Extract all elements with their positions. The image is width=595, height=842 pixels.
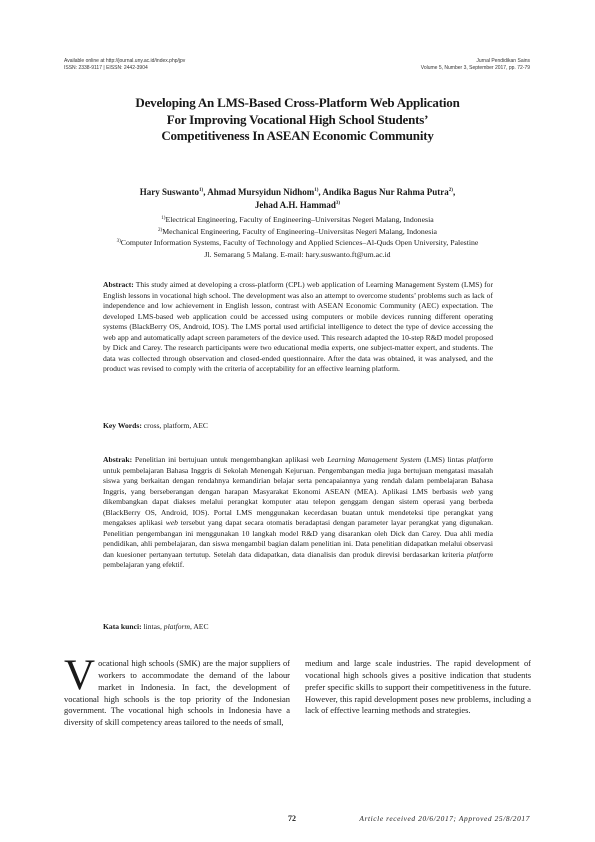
title-line-1: Developing An LMS-Based Cross-Platform Web Application <box>135 95 460 110</box>
affiliation-3 <box>60 237 535 249</box>
keywords-label: Key Words: <box>103 421 142 430</box>
journal-issn: ISSN: 2338-9117 | EISSN: 2442-3904 <box>64 64 148 71</box>
author-3-tail: , <box>452 187 456 197</box>
journal-header-right <box>421 58 530 71</box>
author-4-sup: 3) <box>335 200 341 206</box>
affiliation-2-text: Mechanical Engineering, Faculty of Engineering–Universitas Negeri Malang, Indonesia <box>162 226 437 236</box>
author-1: Hary Suswanto <box>139 187 200 197</box>
abstrak-italic-5: platform <box>466 549 493 559</box>
keywords-indonesian <box>103 622 493 633</box>
abstrak-italic-1: Learning Management System <box>327 455 422 464</box>
affiliation-3-sup: 3) <box>116 239 121 245</box>
abstrak-italic-4: web <box>165 518 178 528</box>
abstrak-text-5: tersebut yang dapat secara otomatis beradaptasi dengan parameter layar perangkat yang digunakan. Penelitian pengembangan ini menggunakan 10 langkah model R&D yang disarankan oleh Dick dan Carey. Dua ahli media pendidikan, ahli pembelajaran, dan siswa mengambil bagian dalam penelitian ini. Data penelitian didapatkan melalui observasi dan kuesioner pertanyaan tertutup. Setelah data didapatkan, data dianalisis dan produk direvisi berdasarkan kriteria <box>103 518 493 559</box>
affiliation-1-text: Electrical Engineering, Faculty of Engineering–Universitas Negeri Malang, Indonesia <box>165 215 434 224</box>
title-line-3: Competitiveness In ASEAN Economic Community <box>161 128 434 143</box>
affiliation-1-sup: 1) <box>161 216 166 221</box>
address-email: Jl. Semarang 5 Malang. E-mail: hary.suswanto.ft@um.ac.id <box>204 249 391 259</box>
abstrak-text-3: untuk pembelajaran Bahasa Inggris di Sekolah Menengah Kejuruan. Pengembangan media juga bertujuan mengatasi masalah siswa yang berkaitan dengan rendahnya kemandirian belajar serta pencapaiannya yang rendah dalam pembelajaran Bahasa Inggris, yang berseberangan dengan harapan Masyarakat Ekonomi ASEAN (MEA). Aplikasi LMS berbasis <box>103 465 493 496</box>
keywords-text: cross, platform, AEC <box>141 421 208 430</box>
abstrak-italic-2: platform <box>466 455 493 464</box>
author-1-sup: 1) <box>199 188 204 193</box>
journal-volume: Volume 5, Number 3, September 2017, pp. 72-79 <box>420 64 530 71</box>
affiliation-1 <box>60 214 535 226</box>
kata-kunci-italic: platform <box>163 622 190 631</box>
abstract-text: This study aimed at developing a cross-platform (CPL) web application of Learning Management System (LMS) for English lessons in vocational high school. The development was also an attempt to overcome students’ problems such as lack of independence and low achievement in English lesson, contrast with ASEAN Economic Community (AEC) expectation. The developed LMS-based web application could be accessed using computers or mobile devices running different operating systems (BlackBerry OS, Android, IOS). The LMS portal used artificial intelligence to detect the type of device accessing the web app and automatically adapt screen parameters of the device used. This research adapted the 10-step R&D model proposed by Dick and Carey. The research participants were two educational media experts, one subject-matter expert, and students. The data was collected through observation and closed-ended questionnaire. After the data was obtained, it was analysed, and the product was revised to comply with the criteria of acceptability for an effective learning platform. <box>103 280 493 374</box>
body-text-right: medium and large scale industries. The rapid development of vocational high schools gives a positive indication that students prefer specific skills to support their competitiveness in the future. However, this rapid development poses new problems, including a lack of effective learning methods and strategies. <box>305 658 531 716</box>
abstract-indonesian <box>103 455 493 571</box>
keywords-english <box>103 421 493 432</box>
abstrak-text-6: pembelajaran yang efektif. <box>103 560 185 570</box>
affiliation-3-text: Computer Information Systems, Faculty of Technology and Applied Sciences–Al-Quds Open University, Palestine <box>120 238 479 248</box>
title-line-2: For Improving Vocational High School Students’ <box>166 111 429 127</box>
abstrak-text-4: yang dikembangkan dapat diakses melalui perangkat komputer atau telepon genggam dengan sistem operasi yang berbeda (BlackBerry OS, Android, IOS). Portal LMS menggunakan kecerdasan buatan untuk mendeteksi tipe perangkat yang mengakses aplikasi <box>103 486 493 528</box>
author-3: , Andika Bagus Nur Rahma Putra <box>318 187 449 197</box>
kata-kunci-text-1: lintas, <box>141 622 164 631</box>
abstrak-italic-3: web <box>461 486 474 496</box>
page-number: 72 <box>288 814 296 823</box>
abstrak-label: Abstrak: <box>103 455 133 464</box>
drop-cap: V <box>64 652 96 699</box>
author-2-sup: 1) <box>314 188 319 193</box>
author-4: Jehad A.H. Hammad <box>254 199 336 210</box>
abstract-english <box>103 280 493 375</box>
kata-kunci-text-2: , AEC <box>189 622 209 631</box>
body-column-right <box>305 658 531 717</box>
kata-kunci-label: Kata kunci: <box>103 622 142 631</box>
abstrak-text-1: Penelitian ini bertujuan untuk mengembangkan aplikasi web <box>132 455 328 464</box>
affiliation-2 <box>60 226 535 238</box>
journal-name: Jurnal Pendidikan Sains <box>476 58 530 64</box>
author-3-sup: 2) <box>448 188 453 193</box>
affiliation-2-sup: 2) <box>158 227 163 233</box>
body-column-left <box>64 652 290 729</box>
abstrak-text-2: (LMS) lintas <box>421 455 467 464</box>
journal-url: Available online at http://journal.uny.ac.id/index.php/jpv <box>64 58 186 64</box>
author-list <box>70 186 525 211</box>
author-2: , Ahmad Mursyidun Nidhom <box>203 187 315 197</box>
journal-header-left <box>64 58 185 71</box>
paper-title <box>60 95 535 145</box>
body-text-left: ocational high schools (SMK) are the major suppliers of workers to accommodate the demand of the labour market in Indonesia. In fact, the development of vocational high schools is the top priority of the Indonesian government. The vocational high schools in Indonesia have a diversity of skill competency areas tailored to the needs of small, <box>64 658 290 728</box>
abstract-label: Abstract: <box>103 280 134 289</box>
article-received-date: Article received 20/6/2017; Approved 25/8/2017 <box>359 814 530 823</box>
affiliations <box>60 214 535 260</box>
